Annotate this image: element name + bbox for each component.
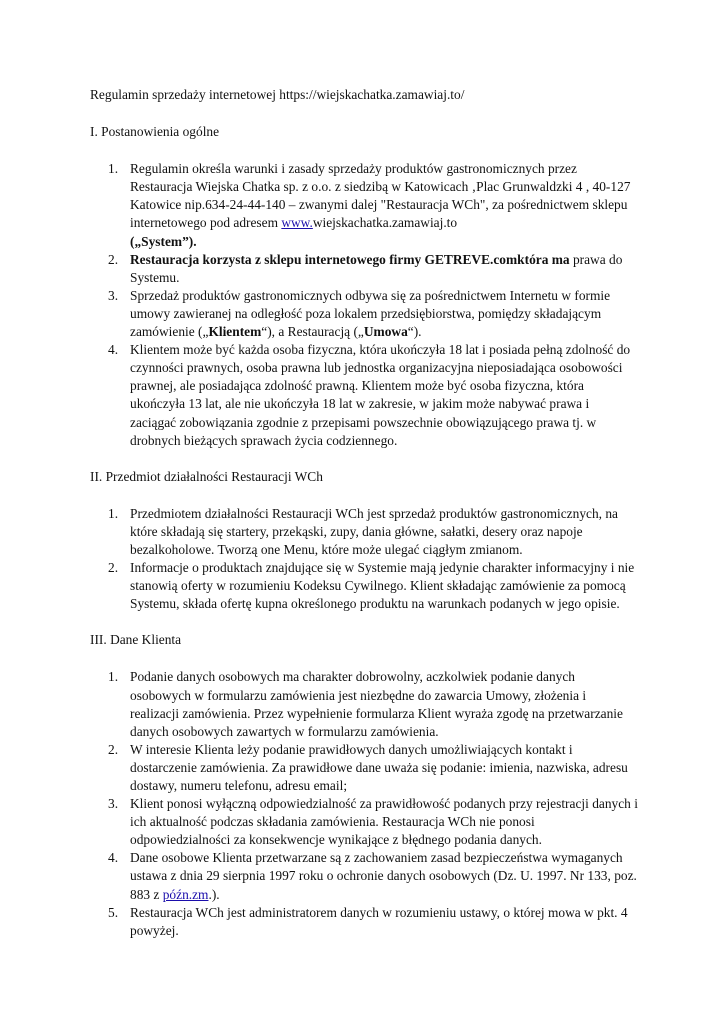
clause-item [108,341,638,450]
clause-text: prawa do Systemu. [130,251,623,285]
clause-text: Informacje o produktach znajdujące się w Systemie mają jedynie charakter informacyjny i nie stanowią oferty w rozumieniu Kodeksu Cywilnego. Klient składając zamówienie za pomocą Systemu, składa ofertę kupna określonego produktu na warunkach podanych w jego opisie. [130,560,635,612]
clause-number: 1. [108,161,119,177]
legal-reference-link[interactable]: późn.zm [162,886,209,902]
clause-item [108,287,638,341]
clause-bold-text: Klientem [208,324,262,340]
clause-text-end: “). [407,324,422,340]
clause-text: Restauracja WCh jest administratorem danych w rozumieniu ustawy, o której mowa w pkt. 4 powyżej. [130,904,628,938]
clause-bold-text: Umowa [363,324,408,340]
clause-text: Klient ponosi wyłączną odpowiedzialność za prawidłowość podanych przy rejestracji danych i ich aktualność podczas składania zamówienia. Restauracja WCh nie ponosi odpowiedzialności za konsekwencje wynikające z błędnego podania danych. [130,796,638,848]
clause-number: 3. [108,287,119,303]
clause-text: Podanie danych osobowych ma charakter dobrowolny, aczkolwiek podanie danych osobowych w formularzu zamówienia jest niezbędne do zawarcia Umowy, złożenia i realizacji zamówienia. Przez wypełnienie formularza Klient wyraża zgodę na przetwarzanie danych osobowych zawartych w formularzu zamówienia. [130,669,623,739]
clause-text: W interesie Klienta leży podanie prawidłowych danych umożliwiających kontakt i dostarczenie zamówienia. Za prawidłowe dane uważa się podanie: imienia, nazwiska, adresu dostawy, numeru telefonu, adresu email; [130,741,628,793]
clause-item [108,795,638,849]
clause-number: 2. [108,741,119,757]
clause-text: Sprzedaż produktów gastronomicznych odbywa się za pośrednictwem Internetu w formie umowy zawieranej na odległość poza lokalem przedsiębiorstwa, pomiędzy składającym zamówienie („ [130,287,611,340]
clause-list-general-provisions [90,160,638,450]
clause-number: 4. [108,342,119,358]
clause-list-business-scope [90,505,638,614]
section-heading-client-data: III. Dane Klienta [90,632,182,648]
clause-item [108,849,638,903]
clause-text: Klientem może być każda osoba fizyczna, która ukończyła 18 lat i posiada pełną zdolność do czynności prawnych, osoba prawna lub jednostka organizacyjna nieposiadająca osobowości prawnej, ale posiadająca zdolność prawną. Klientem może być osoba fizyczna, która ukończyła 13 lat, ale nie ukończyła 18 lat w zakresie, w jakim może nabywać prawa i zaciągać zobowiązania zgodnie z przepisami powszechnie obowiązującego prawa tj. w drobnych bieżących sprawach życia codziennego. [130,342,631,448]
clause-text-end: .). [208,886,220,902]
section-heading-business-scope: II. Przedmiot działalności Restauracji WCh [90,468,323,484]
clause-number: 5. [108,904,119,920]
clause-text: Regulamin określa warunki i zasady sprzedaży produktów gastronomicznych przez Restauracja Wiejska Chatka sp. z o.o. z siedzibą w Katowicach ‚Plac Grunwaldzki 4 , 40-127 Katowice nip.634-24-44-140 – zwanymi dalej "Restauracja WCh", za pośrednictwem sklepu internetowego pod adresem [130,161,631,231]
clause-item [108,741,638,795]
website-link[interactable]: www. [281,215,313,231]
clause-item [108,559,638,613]
document-title: Regulamin sprzedaży internetowej https://wiejskachatka.zamawiaj.to/ [90,87,465,102]
clause-list-client-data [90,668,638,939]
clause-text-middle: “), a Restauracją („ [261,324,364,340]
clause-number: 4. [108,850,119,866]
clause-item [108,251,638,287]
clause-number: 1. [108,505,119,521]
clause-item [108,904,638,940]
section-heading-general-provisions: I. Postanowienia ogólne [90,124,220,140]
clause-number: 2. [108,560,119,576]
clause-text: Dane osobowe Klienta przetwarzane są z zachowaniem zasad bezpieczeństwa wymaganych ustawa z dnia 29 sierpnia 1997 roku o ochronie danych osobowych (Dz. U. 1997. Nr 133, poz. 883 z [130,850,637,902]
clause-bold-text: Restauracja korzysta z sklepu internetowego firmy GETREVE.comktóra ma [130,251,570,267]
clause-number: 1. [108,669,119,685]
clause-text-continued: wiejskachatka.zamawiaj.to [312,215,458,231]
clause-item [108,668,638,740]
clause-item [108,160,638,250]
clause-text: Przedmiotem działalności Restauracji WCh jest sprzedaż produktów gastronomicznych, na które składają się startery, przekąski, zupy, dania główne, sałatki, desery oraz napoje bezalkoholowe. Tworzą one Menu, które może ulegać ciągłym zmianom. [130,505,618,557]
clause-number: 3. [108,796,119,812]
clause-bold-text: („System”). [130,233,197,249]
clause-item [108,505,638,559]
clause-number: 2. [108,251,119,267]
